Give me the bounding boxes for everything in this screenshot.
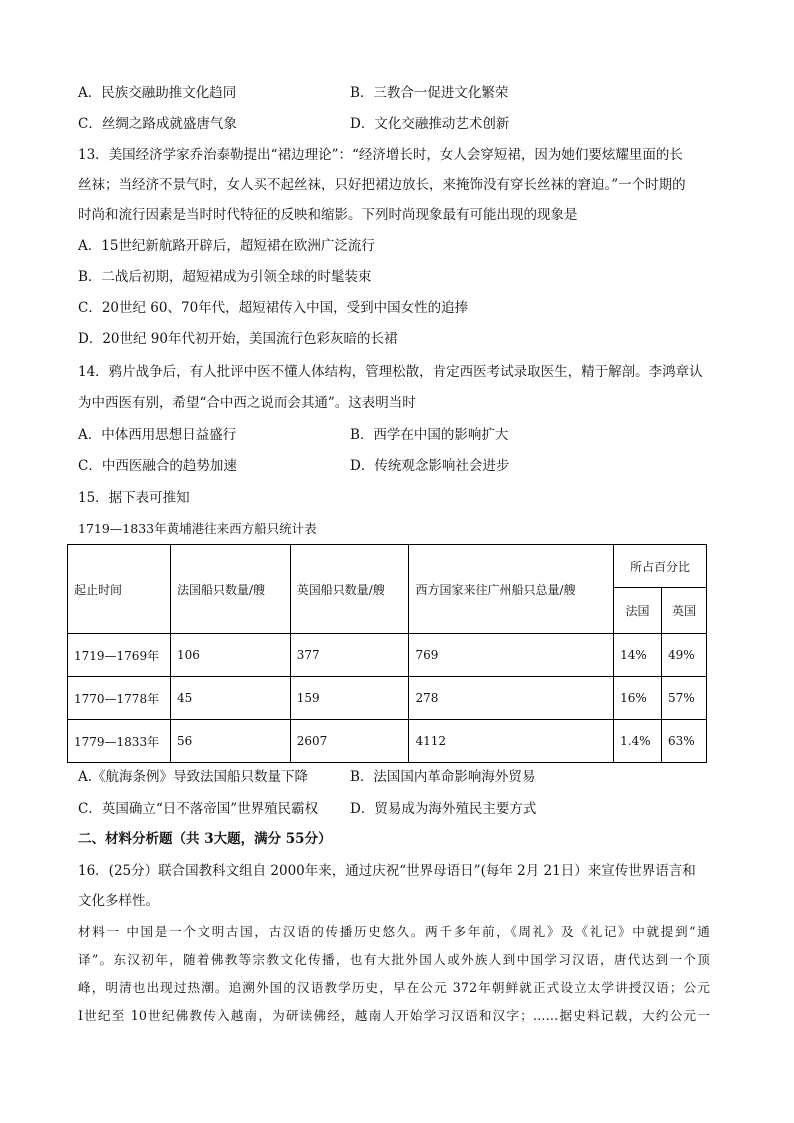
cell-pct-france: 14% (614, 634, 662, 677)
q13-option-c: C．20世纪 60、70年代，超短裙传入中国，受到中国女性的追捧 (78, 300, 469, 316)
cell-french: 45 (170, 677, 290, 720)
header-total-ships: 西方国家来往广州船只总量/艘 (409, 545, 614, 634)
q13-option-d: D．20世纪 90年代初开始，美国流行色彩灰暗的长裙 (78, 331, 398, 347)
q16-material-line-1: 材料一 中国是一个文明古国，古汉语的传播历史悠久。两千多年前，《周礼》及《礼记》中就提到“通 (78, 924, 710, 939)
header-pct-britain: 英国 (662, 588, 707, 634)
q16-material-line-2: 译”。东汉初年，随着佛教等宗教文化传播，也有大批外国人或外族人到中国学习汉语，唐代达到一个顶 (78, 952, 710, 967)
header-british-ships: 英国船只数量/艘 (290, 545, 409, 634)
q12-option-b: B．三教合一促进文化繁荣 (350, 85, 509, 101)
header-french-ships: 法国船只数量/艘 (170, 545, 290, 634)
q14-option-a: A．中体西用思想日益盛行 (78, 427, 237, 443)
q13-option-b: B．二战后初期，超短裙成为引领全球的时髦装束 (78, 269, 372, 285)
cell-french: 56 (170, 720, 290, 763)
table-row (68, 634, 707, 677)
q16-material-line-4: Ⅰ世纪至 10世纪佛教传入越南，为研读佛经，越南人开始学习汉语和汉字；……据史料记载，大约公元一 (78, 1008, 710, 1023)
q15-option-d: D．贸易成为海外殖民主要方式 (350, 801, 537, 817)
cell-total: 4112 (409, 720, 614, 763)
q13-stem-line-2: 丝袜；当经济不景气时，女人买不起丝袜，只好把裙边放长，来掩饰没有穿长丝袜的窘迫。”一个时期的 (78, 177, 686, 193)
cell-british: 2607 (290, 720, 409, 763)
q13-stem-line-1: 13．美国经济学家乔治泰勒提出“裙边理论”：“经济增长时，女人会穿短裙，因为她们要炫耀里面的长 (78, 147, 683, 163)
q14-option-b: B．西学在中国的影响扩大 (350, 427, 509, 443)
q14-option-d: D．传统观念影响社会进步 (350, 458, 510, 474)
q15-stem: 15．据下表可推知 (78, 490, 190, 506)
cell-british: 377 (290, 634, 409, 677)
q16-material-line-3: 峰，明清也出现过热潮。追溯外国的汉语教学历史，早在公元 372年朝鲜就正式设立太学讲授汉语；公元 (78, 980, 710, 995)
q16-stem-line-1: 16．(25分）联合国教科文组自 2000年来，通过庆祝“世界母语日”(每年 2月 21日）来宣传世界语言和 (78, 863, 696, 879)
cell-period: 1719—1769年 (68, 634, 171, 677)
table-row (68, 720, 707, 763)
q14-stem-line-1: 14．鸦片战争后，有人批评中医不懂人体结构，管理松散，肯定西医考试录取医生，精于解剖。李鸿章认 (78, 364, 703, 380)
cell-period: 1779—1833年 (68, 720, 171, 763)
q12-option-c: C．丝绸之路成就盛唐气象 (78, 116, 237, 132)
cell-total: 769 (409, 634, 614, 677)
q15-option-b: B．法国国内革命影响海外贸易 (350, 769, 536, 785)
table-row (68, 677, 707, 720)
cell-british: 159 (290, 677, 409, 720)
q15-option-a: A.《航海条例》导致法国船只数量下降 (78, 769, 309, 785)
cell-pct-britain: 57% (662, 677, 707, 720)
cell-french: 106 (170, 634, 290, 677)
cell-period: 1770—1778年 (68, 677, 171, 720)
q15-option-c: C．英国确立“日不落帝国”世界殖民霸权 (78, 801, 319, 817)
cell-total: 278 (409, 677, 614, 720)
ship-statistics-table (67, 544, 707, 763)
cell-pct-france: 16% (614, 677, 662, 720)
q14-option-c: C．中西医融合的趋势加速 (78, 458, 237, 474)
q13-stem-line-3: 时尚和流行因素是当时时代特征的反映和缩影。下列时尚现象最有可能出现的现象是 (78, 207, 578, 223)
cell-pct-france: 1.4% (614, 720, 662, 763)
cell-pct-britain: 49% (662, 634, 707, 677)
section-2-heading: 二、材料分析题（共 3大题，满分 55分） (78, 831, 332, 847)
header-period: 起止时间 (68, 545, 171, 634)
cell-pct-britain: 63% (662, 720, 707, 763)
q12-option-d: D．文化交融推动艺术创新 (350, 116, 510, 132)
q13-option-a: A．15世纪新航路开辟后，超短裙在欧洲广泛流行 (78, 238, 375, 254)
q14-stem-line-2: 为中西医有别，希望“合中西之说而会其通”。这表明当时 (78, 395, 416, 411)
q16-stem-line-2: 文化多样性。 (78, 893, 159, 909)
header-pct-france: 法国 (614, 588, 662, 634)
q15-table-title: 1719—1833年黄埔港往来西方船只统计表 (78, 521, 317, 536)
header-percentage: 所占百分比 (614, 545, 707, 588)
q12-option-a: A．民族交融助推文化趋同 (78, 85, 237, 101)
table-header-row (68, 545, 707, 588)
